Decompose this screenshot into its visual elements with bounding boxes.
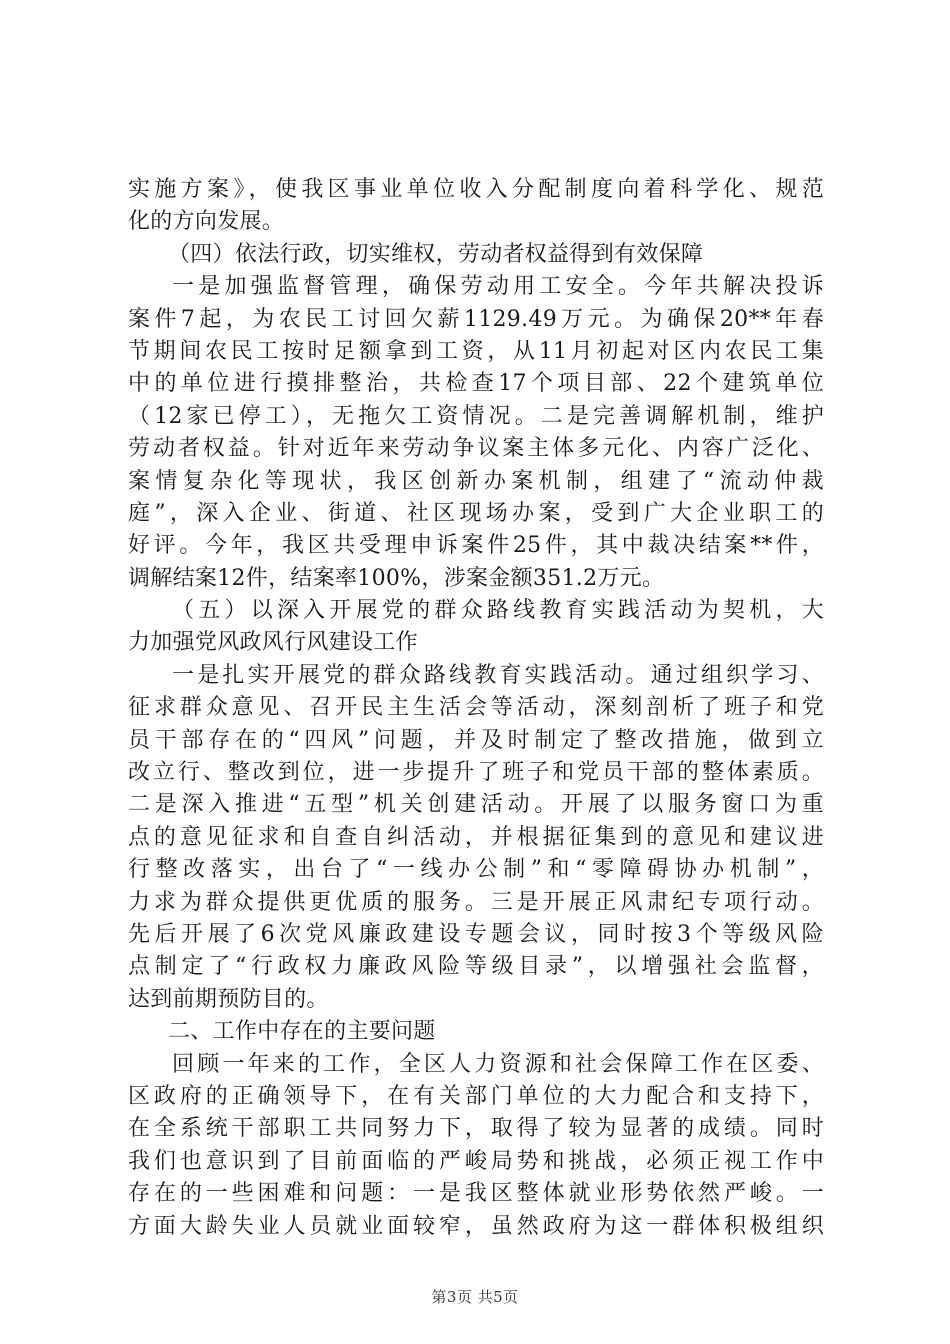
text-line: 点的意见征求和自查自纠活动，并根据征集到的意见和建议进: [128, 824, 824, 850]
section-heading: 二、工作中存在的主要问题: [168, 1019, 436, 1045]
text-line: 一是扎实开展党的群众路线教育实践活动。通过组织学习、: [172, 662, 824, 688]
text-line: 调解结案12件，结案率100%，涉案金额351.2万元。: [128, 565, 665, 591]
text-line: 案情复杂化等现状，我区创新办案机制，组建了“流动仲裁: [128, 468, 824, 494]
text-line: 员干部存在的“四风”问题，并及时制定了整改措施，做到立: [128, 727, 824, 753]
section-heading: 力加强党风政风行风建设工作: [128, 630, 418, 656]
document-body: [128, 174, 824, 1243]
section-heading: （四）依法行政，切实维权，劳动者权益得到有效保障: [168, 241, 704, 267]
text-line: 一是加强监督管理，确保劳动用工安全。今年共解决投诉: [172, 274, 824, 300]
text-line: 在全系统干部职工共同努力下，取得了较为显著的成绩。同时: [128, 1116, 824, 1142]
text-line: 区政府的正确领导下，在有关部门单位的大力配合和支持下，: [128, 1083, 824, 1109]
text-line: 征求群众意见、召开民主生活会等活动，深刻剖析了班子和党: [128, 695, 824, 721]
text-line: 案件7起，为农民工讨回欠薪1129.49万元。为确保20**年春: [128, 306, 824, 332]
text-line: 二是深入推进“五型”机关创建活动。开展了以服务窗口为重: [128, 792, 824, 818]
text-line: 好评。今年，我区共受理申诉案件25件，其中裁决结案**件，: [128, 533, 824, 559]
text-line: 实施方案》，使我区事业单位收入分配制度向着科学化、规范: [128, 177, 824, 202]
text-line: 行整改落实，出台了“一线办公制”和“零障碍协办机制”，: [128, 857, 824, 883]
text-line: 庭”，深入企业、街道、社区现场办案，受到广大企业职工的: [128, 500, 824, 526]
text-line: 改立行、整改到位，进一步提升了班子和党员干部的整体素质。: [128, 760, 824, 786]
text-line: 化的方向发展。: [128, 209, 285, 235]
text-line: 存在的一些困难和问题：一是我区整体就业形势依然严峻。一: [128, 1181, 824, 1207]
text-line: 节期间农民工按时足额拿到工资，从11月初起对区内农民工集: [128, 338, 824, 364]
section-heading: （五）以深入开展党的群众路线教育实践活动为契机，大: [172, 598, 824, 624]
text-line: 方面大龄失业人员就业面较窄，虽然政府为这一群体积极组织: [128, 1213, 824, 1239]
text-line: 劳动者权益。针对近年来劳动争议案主体多元化、内容广泛化、: [128, 436, 824, 462]
text-line: 力求为群众提供更优质的服务。三是开展正风肃纪专项行动。: [128, 889, 824, 915]
text-line: 中的单位进行摸排整治，共检查17个项目部、22个建筑单位: [128, 371, 824, 397]
text-line: 回顾一年来的工作，全区人力资源和社会保障工作在区委、: [172, 1051, 824, 1077]
text-line: （12家已停工），无拖欠工资情况。二是完善调解机制，维护: [128, 403, 824, 429]
text-line: 点制定了“行政权力廉政风险等级目录”，以增强社会监督，: [128, 954, 824, 980]
page-number-footer: 第3页 共5页: [431, 1288, 519, 1306]
text-line: 我们也意识到了目前面临的严峻局势和挑战，必须正视工作中: [128, 1148, 824, 1174]
text-line: 先后开展了6次党风廉政建设专题会议，同时按3个等级风险: [128, 921, 824, 947]
text-line: 达到前期预防目的。: [128, 986, 329, 1012]
